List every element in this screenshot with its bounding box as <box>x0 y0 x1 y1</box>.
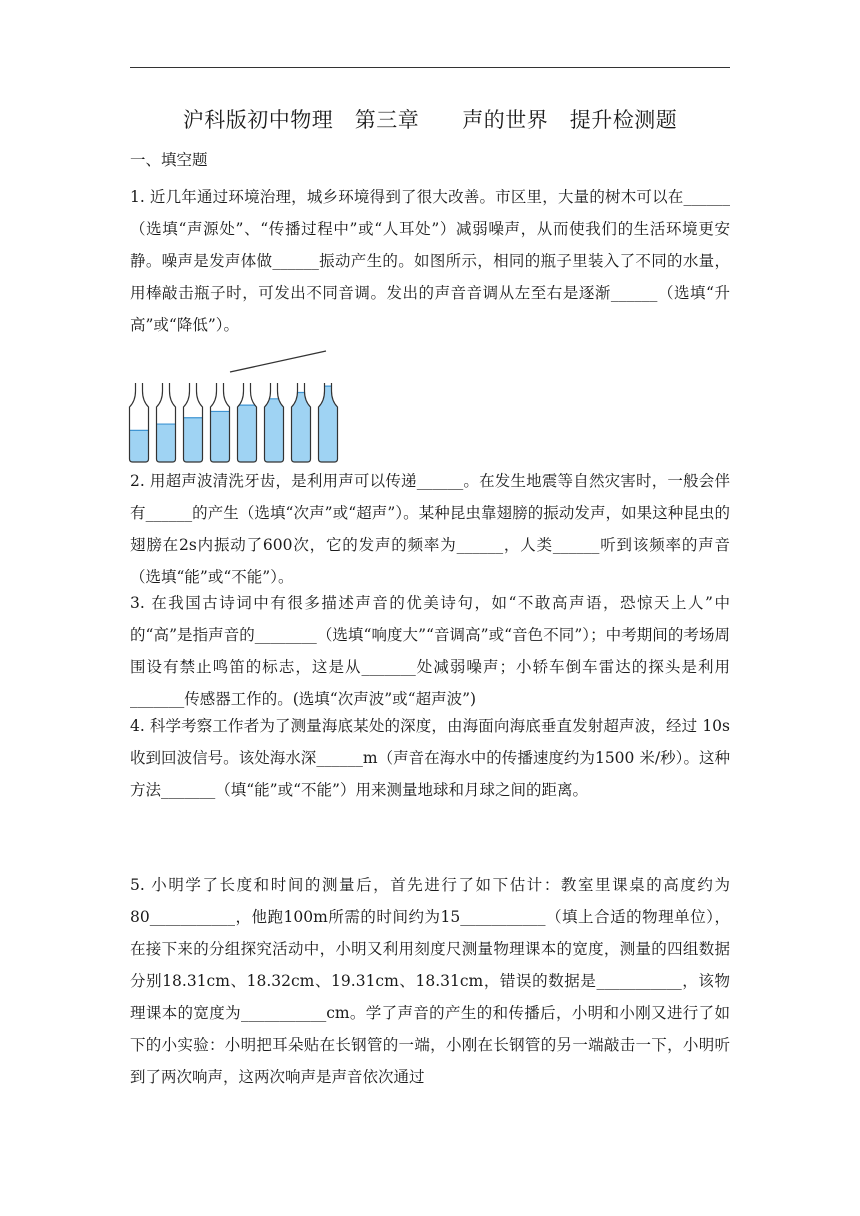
header-rule <box>130 67 730 68</box>
question-4: 4. 科学考察工作者为了测量海底某处的深度，由海面向海底垂直发射超声波，经过 10s 收到回波信号。该处海水深______m（声音在海水中的传播速度约为1500 米/秒）。这种方法_______（填“能”或“不能”）用来测量地球和月球之间的距离。 <box>130 717 730 799</box>
section-heading: 一、填空题 <box>130 151 208 169</box>
bottle-water <box>182 418 205 464</box>
striking-stick <box>230 351 326 372</box>
question-3: 3. 在我国古诗词中有很多描述声音的优美诗句，如“不敢高声语，恐惊天上人”中的“高”是指声音的________（选填“响度大”“音调高”或“音色不同”）；中考期间的考场周围设有禁止鸣笛的标志，这是从_______处减弱噪声；小轿车倒车雷达的探头是利用_______传感器工作的。(选填“次声波”或“超声波”) <box>130 594 730 708</box>
question-1: 1. 近几年通过环境治理，城乡环境得到了很大改善。市区里，大量的树木可以在______（选填“声源处”、“传播过程中”或“人耳处”）减弱噪声，从而使我们的生活环境更安静。噪声是发声体做______振动产生的。如图所示，相同的瓶子里装入了不同的水量，用棒敲击瓶子时，可发出不同音调。发出的声音音调从左至右是逐渐______（选填“升高”或“降低”）。 <box>130 188 730 334</box>
bottle-water <box>290 392 313 464</box>
bottle-group <box>128 383 340 464</box>
bottle-water <box>209 411 232 464</box>
bottles-figure <box>128 345 348 467</box>
bottle-water <box>128 430 151 464</box>
bottle-water <box>236 405 259 464</box>
bottle-water <box>155 424 178 464</box>
bottle-water <box>263 399 286 464</box>
question-2: 2. 用超声波清洗牙齿，是利用声可以传递______。在发生地震等自然灾害时，一般会伴有______的产生（选填“次声”或“超声”）。某种昆虫靠翅膀的振动发声，如果这种昆虫的翅膀在2s内振动了600次，它的发声的频率为______，人类______听到该频率的声音（选填“能”或“不能”）。 <box>130 472 730 586</box>
page-title: 沪科版初中物理 第三章 声的世界 提升检测题 <box>182 108 678 132</box>
bottle-water <box>317 386 340 464</box>
question-5: 5. 小明学了长度和时间的测量后，首先进行了如下估计：教室里课桌的高度约为80___________，他跑100m所需的时间约为15___________（填上合适的物理单位），在接下来的分组探究活动中，小明又利用刻度尺测量物理课本的宽度，测量的四组数据分别18.31cm、18.32cm、19.31cm、18.31cm，错误的数据是___________，该物理课本的宽度为___________cm。学了声音的产生的和传播后，小明和小刚又进行了如下的小实验：小明把耳朵贴在长钢管的一端，小刚在长钢管的另一端敲击一下，小明听到了两次响声，这两次响声是声音依次通过 <box>130 876 730 1086</box>
